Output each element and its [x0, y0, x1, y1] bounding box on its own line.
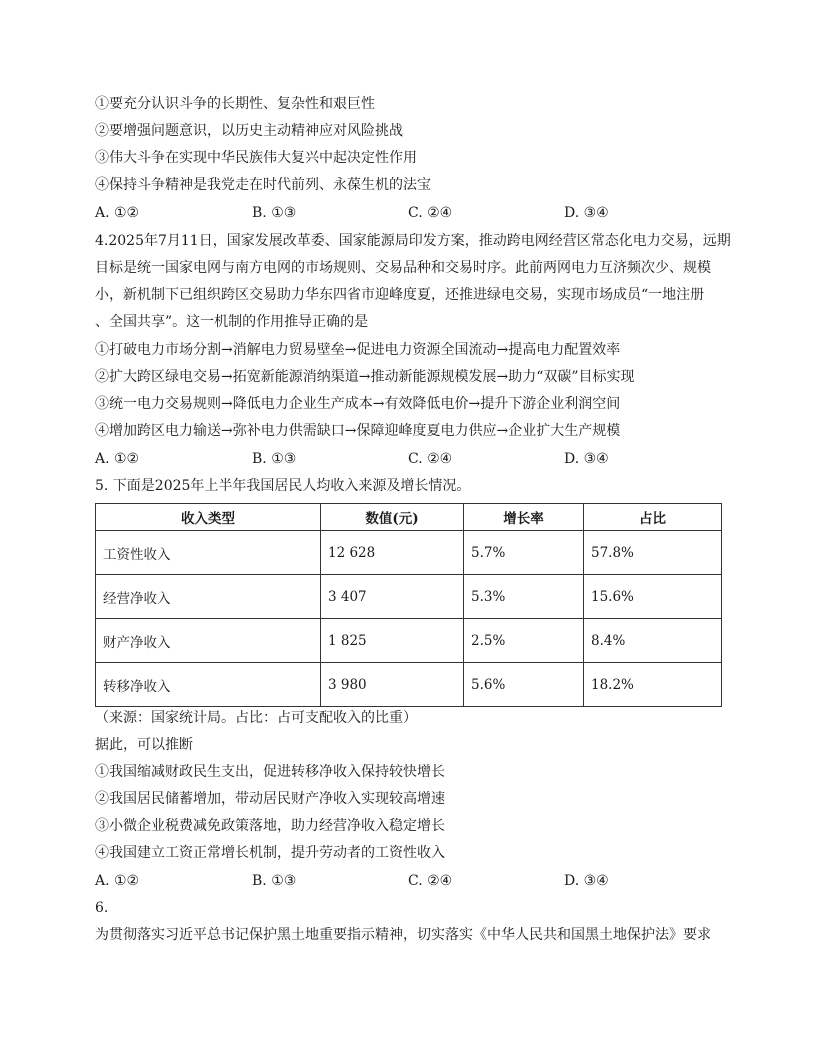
table-cell: 8.4%: [584, 619, 722, 663]
q6-number: 6.: [95, 900, 109, 916]
q3-statement-3: ③伟大斗争在实现中华民族伟大复兴中起决定性作用: [95, 150, 417, 166]
q5-option-b: B. ①③: [252, 873, 297, 889]
table-cell: 财产净收入: [96, 619, 321, 663]
q3-options: [95, 203, 721, 223]
q6-stem: 为贯彻落实习近平总书记保护黑土地重要指示精神，切实落实《中华人民共和国黑土地保护法》要求: [95, 927, 711, 943]
q5-statement-2: ②我国居民储蓄增加，带动居民财产净收入实现较高增速: [95, 791, 445, 807]
table-header: 增长率: [464, 504, 584, 531]
q5-prompt: 据此，可以推断: [95, 737, 193, 753]
q5-options: [95, 871, 721, 891]
table-cell: 5.3%: [464, 575, 584, 619]
table-row: [96, 531, 722, 575]
q4-statement-4: ④增加跨区电力输送→弥补电力供需缺口→保障迎峰度夏电力供应→企业扩大生产规模: [95, 423, 621, 439]
table-cell: 12 628: [321, 531, 464, 575]
table-row: [96, 575, 722, 619]
q5-statement-4: ④我国建立工资正常增长机制，提升劳动者的工资性收入: [95, 845, 445, 861]
table-cell: 转移净收入: [96, 663, 321, 707]
table-cell: 5.6%: [464, 663, 584, 707]
q5-stem: 5. 下面是2025年上半年我国居民人均收入来源及增长情况。: [95, 478, 471, 494]
q4-stem-line-1: 4.2025年7月11日，国家发展改革委、国家能源局印发方案，推动跨电网经营区常态化电力交易，远期: [95, 233, 731, 249]
q4-options: [95, 449, 721, 469]
q4-option-a: A. ①②: [95, 451, 140, 467]
table-cell: 1 825: [321, 619, 464, 663]
q4-option-d: D. ③④: [564, 451, 609, 467]
q3-option-d: D. ③④: [564, 205, 609, 221]
table-cell: 经营净收入: [96, 575, 321, 619]
q4-option-b: B. ①③: [252, 451, 297, 467]
q5-option-a: A. ①②: [95, 873, 140, 889]
q3-option-b: B. ①③: [252, 205, 297, 221]
table-row: [96, 619, 722, 663]
table-header: 数值(元): [321, 504, 464, 531]
table-cell: 3 980: [321, 663, 464, 707]
q5-option-c: C. ②④: [408, 873, 453, 889]
table-cell: 57.8%: [584, 531, 722, 575]
q4-statement-3: ③统一电力交易规则→降低电力企业生产成本→有效降低电价→提升下游企业利润空间: [95, 396, 621, 412]
q3-statement-4: ④保持斗争精神是我党走在时代前列、永葆生机的法宝: [95, 177, 431, 193]
q3-option-a: A. ①②: [95, 205, 140, 221]
q5-statement-1: ①我国缩减财政民生支出，促进转移净收入保持较快增长: [95, 764, 445, 780]
table-cell: 3 407: [321, 575, 464, 619]
q3-option-c: C. ②④: [408, 205, 453, 221]
q5-source-note: （来源：国家统计局。占比：占可支配收入的比重）: [95, 710, 417, 726]
table-cell: 工资性收入: [96, 531, 321, 575]
table-cell: 2.5%: [464, 619, 584, 663]
table-header: 收入类型: [96, 504, 321, 531]
q4-stem-line-4: 、全国共享”。这一机制的作用推导正确的是: [95, 314, 369, 330]
income-table: [95, 503, 722, 707]
q5-option-d: D. ③④: [564, 873, 609, 889]
table-cell: 18.2%: [584, 663, 722, 707]
q4-stem-line-3: 小，新机制下已组织跨区交易助力华东四省市迎峰度夏，还推进绿电交易，实现市场成员“一地注册: [95, 287, 705, 303]
q4-statement-1: ①打破电力市场分割→消解电力贸易壁垒→促进电力资源全国流动→提高电力配置效率: [95, 342, 621, 358]
q5-statement-3: ③小微企业税费减免政策落地，助力经营净收入稳定增长: [95, 818, 445, 834]
table-cell: 5.7%: [464, 531, 584, 575]
q4-stem-line-2: 目标是统一国家电网与南方电网的市场规则、交易品种和交易时序。此前两网电力互济频次少、规模: [95, 260, 711, 276]
q3-statement-1: ①要充分认识斗争的长期性、复杂性和艰巨性: [95, 96, 375, 112]
q4-statement-2: ②扩大跨区绿电交易→拓宽新能源消纳渠道→推动新能源规模发展→助力“双碳”目标实现: [95, 369, 635, 385]
q3-statement-2: ②要增强问题意识，以历史主动精神应对风险挑战: [95, 123, 403, 139]
table-cell: 15.6%: [584, 575, 722, 619]
table-header: 占比: [584, 504, 722, 531]
table-row: [96, 663, 722, 707]
q4-option-c: C. ②④: [408, 451, 453, 467]
table-header-row: [96, 504, 722, 531]
